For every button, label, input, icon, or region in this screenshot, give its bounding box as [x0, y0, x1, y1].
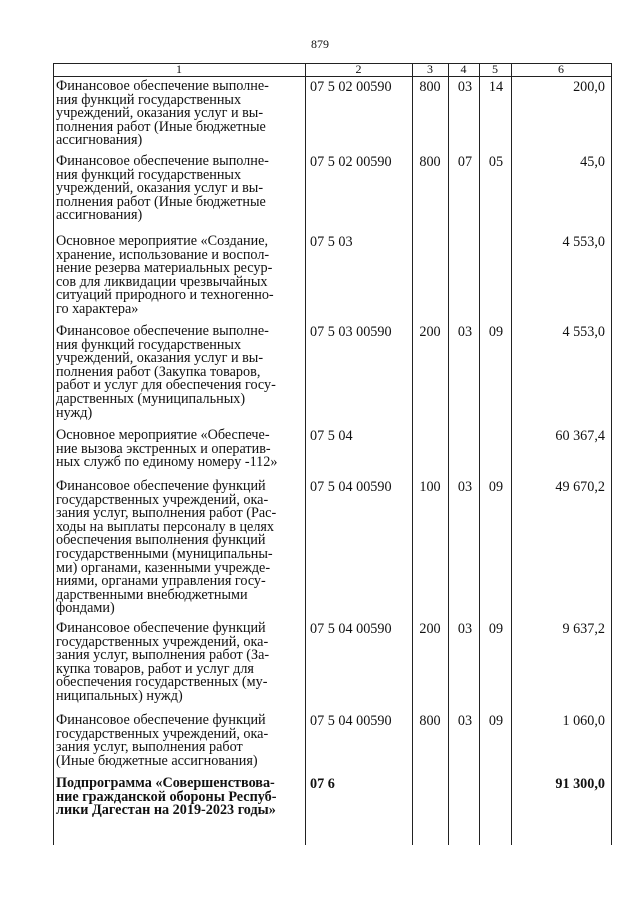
row-code: 07 5 03 00590: [310, 324, 392, 340]
row-description: Финансовое обеспечение функций государственных учреждений, ока- зания услуг, выполнения работ (Рас- ходы на выплаты персоналу в целях обеспечения выполнения функций государственными (муниципальны- ми) органами, казенными учрежде- ниями, органами управления госу- дарственными внебюджетными фондами): [56, 478, 277, 617]
row-col-5: 09: [488, 713, 504, 729]
row-amount: 1 060,0: [562, 713, 605, 729]
header-col-1: 1: [176, 62, 182, 76]
row-col-3: 200: [419, 621, 441, 637]
row-amount: 4 553,0: [562, 324, 605, 340]
row-code: 07 6: [310, 776, 335, 792]
column-divider-2: [305, 63, 306, 845]
row-amount: 91 300,0: [555, 776, 605, 792]
header-col-6: 6: [558, 62, 564, 76]
row-description: Финансовое обеспечение функций государственных учреждений, ока- зания услуг, выполнения работ (За- купка товаров, работ и услуг для обеспечения государственных (му- ниципальных) нужд): [56, 620, 270, 704]
row-description: Основное мероприятие «Обеспече- ние вызова экстренных и оператив- ных служб по единому номеру -112»: [56, 427, 278, 471]
row-code: 07 5 04 00590: [310, 621, 392, 637]
row-description: Финансовое обеспечение выполне- ния функций государственных учреждений, оказания услуг и вы- полнения работ (Закупка товаров, работ и услуг для обеспечения госу- дарственных (муниципальных) нужд): [56, 323, 276, 421]
row-code: 07 5 04 00590: [310, 479, 392, 495]
column-divider-7: [611, 63, 612, 845]
row-code: 07 5 03: [310, 234, 353, 250]
row-col-4: 07: [457, 154, 473, 170]
row-code: 07 5 02 00590: [310, 79, 392, 95]
row-col-4: 03: [457, 79, 473, 95]
row-description: Финансовое обеспечение выполне- ния функций государственных учреждений, оказания услуг и вы- полнения работ (Иные бюджетные ассигнования): [56, 153, 269, 224]
row-col-5: 09: [488, 621, 504, 637]
header-col-2: 2: [355, 62, 362, 76]
row-description: Финансовое обеспечение выполне- ния функций государственных учреждений, оказания услуг и вы- полнения работ (Иные бюджетные ассигнования): [56, 78, 269, 149]
column-divider-5: [479, 63, 480, 845]
row-col-4: 03: [457, 621, 473, 637]
column-divider-1: [53, 63, 54, 845]
row-col-5: 09: [488, 324, 504, 340]
column-divider-3: [412, 63, 413, 845]
row-col-4: 03: [457, 713, 473, 729]
header-col-5: 5: [492, 62, 498, 76]
row-code: 07 5 04: [310, 428, 353, 444]
header-col-3: 3: [427, 62, 433, 76]
row-code: 07 5 02 00590: [310, 154, 392, 170]
row-amount: 4 553,0: [562, 234, 605, 250]
row-col-3: 800: [419, 713, 441, 729]
row-amount: 60 367,4: [555, 428, 605, 444]
header-bottom-border: [53, 76, 612, 77]
column-divider-4: [448, 63, 449, 845]
row-code: 07 5 04 00590: [310, 713, 392, 729]
column-divider-6: [511, 63, 512, 845]
row-col-3: 800: [419, 154, 441, 170]
row-amount: 9 637,2: [562, 621, 605, 637]
row-description: Подпрограмма «Совершенствова- ние гражданской обороны Респуб- лики Дагестан на 2019-2023 годы»: [56, 775, 277, 819]
row-description: Основное мероприятие «Создание, хранение, использование и воспол- нение резерва материальных ресур- сов для ликвидации чрезвычайных ситуаций природного и техногенно- го характера»: [56, 233, 274, 317]
row-col-5: 14: [488, 79, 504, 95]
row-description: Финансовое обеспечение функций государственных учреждений, ока- зания услуг, выполнения работ (Иные бюджетные ассигнования): [56, 712, 269, 769]
row-amount: 49 670,2: [555, 479, 605, 495]
row-amount: 45,0: [580, 154, 605, 170]
row-col-4: 03: [457, 324, 473, 340]
row-col-3: 800: [419, 79, 441, 95]
header-col-4: 4: [460, 62, 467, 76]
row-col-3: 200: [419, 324, 441, 340]
row-amount: 200,0: [573, 79, 605, 95]
row-col-5: 09: [488, 479, 504, 495]
row-col-3: 100: [419, 479, 441, 495]
page-number: 879: [311, 37, 329, 51]
row-col-4: 03: [457, 479, 473, 495]
row-col-5: 05: [488, 154, 504, 170]
